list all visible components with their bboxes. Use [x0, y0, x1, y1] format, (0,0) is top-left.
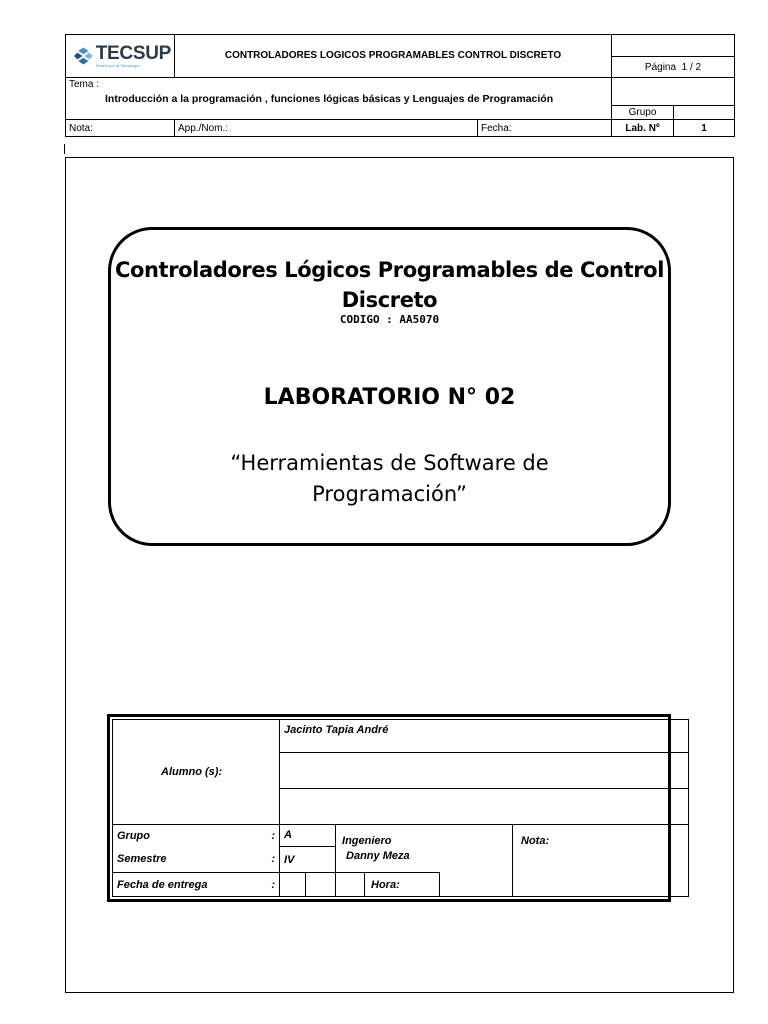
fecha-box-3: [336, 873, 365, 897]
lab-value: 1: [674, 120, 735, 137]
cover-box: [108, 227, 671, 546]
student-info-box: [107, 714, 671, 902]
header-empty-cell: [612, 35, 735, 57]
tecsup-logo-icon: [74, 45, 93, 67]
grupo-colon: :: [262, 825, 280, 847]
ingeniero-cell: [336, 825, 440, 873]
tema-empty-cell: [612, 78, 735, 106]
course-title: CONTROLADORES LOGICOS PROGRAMABLES CONTROL DISCRETO: [175, 35, 612, 78]
nota-label: Nota:: [513, 825, 689, 897]
logo-name: TECSUP: [95, 43, 171, 64]
grupo-value: A: [280, 825, 336, 847]
grupo-label: Grupo: [612, 106, 674, 120]
nota-label: Nota:: [66, 120, 175, 137]
app-nom-label: App./Nom.:: [175, 120, 478, 137]
tema-label: Tema :: [69, 79, 100, 90]
alumno-name-3: [280, 789, 689, 825]
logo-tagline: Pasión por la Tecnología: [95, 63, 140, 68]
fecha-entrega-colon: :: [262, 873, 280, 897]
page-label: Página: [644, 61, 677, 73]
tecsup-logo: [74, 44, 171, 68]
ingeniero-name: Danny Meza: [346, 850, 410, 862]
logo-cell: [66, 35, 175, 78]
fecha-entrega-label: Fecha de entrega: [113, 873, 262, 897]
student-info-table: [112, 719, 689, 897]
fecha-box-1: [280, 873, 306, 897]
text-cursor: [64, 144, 65, 154]
lab-label: Lab. Nº: [612, 120, 674, 137]
alumno-label: Alumno (s):: [113, 720, 280, 825]
hora-label: Hora:: [365, 873, 440, 897]
page-indicator: [612, 57, 735, 78]
ingeniero-spacer: [440, 825, 513, 897]
semestre-colon: :: [262, 847, 280, 873]
document-header: [65, 34, 735, 137]
cover-title: Controladores Lógicos Programables de Control Discreto: [114, 258, 665, 312]
page-value: 1 / 2: [681, 61, 702, 73]
semestre-value: IV: [280, 847, 336, 873]
fecha-box-2: [306, 873, 336, 897]
grupo-value-cell: [674, 106, 735, 120]
grupo-label: Grupo: [113, 825, 262, 847]
ingeniero-label: Ingeniero: [342, 835, 392, 847]
lab-number: LABORATORIO N° 02: [263, 385, 516, 410]
semestre-label: Semestre: [113, 847, 262, 873]
alumno-name-1: Jacinto Tapia André: [280, 720, 689, 753]
alumno-name-2: [280, 753, 689, 789]
course-code: CODIGO : AA5070: [339, 313, 440, 326]
tema-text: Introducción a la programación , funciones lógicas básicas y Lenguajes de Programación: [105, 93, 554, 105]
tema-cell: [66, 78, 612, 120]
fecha-label: Fecha:: [478, 120, 612, 137]
lab-subtitle: “Herramientas de Software de Programación”: [230, 451, 549, 506]
